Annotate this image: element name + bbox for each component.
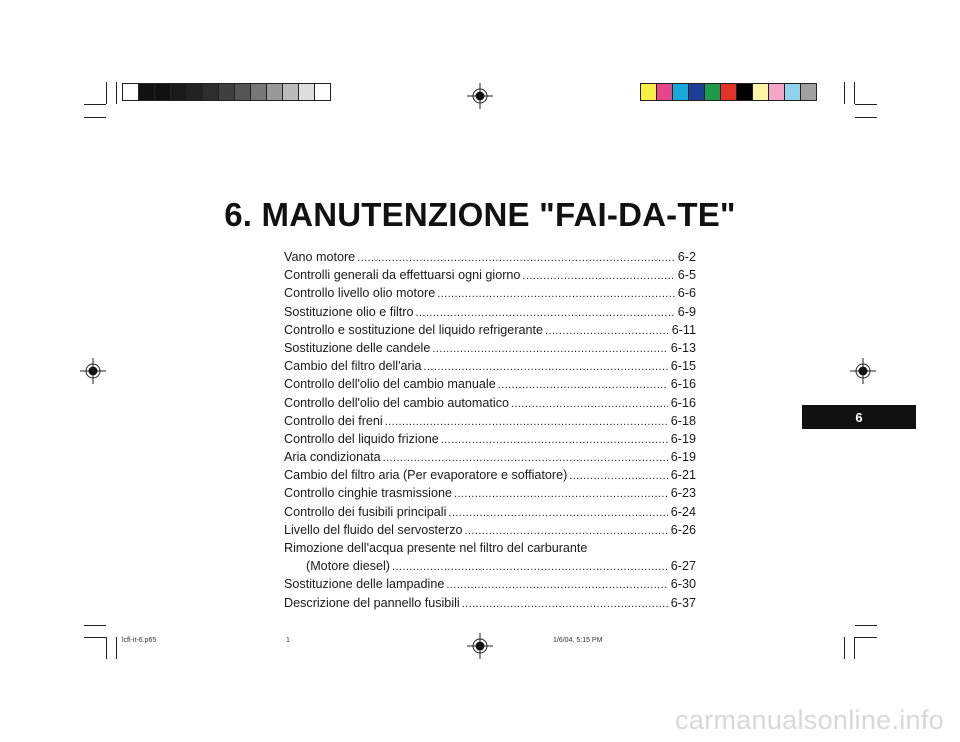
toc-entry-page: 6-2 <box>677 250 696 264</box>
watermark: carmanualsonline.info <box>675 705 944 735</box>
toc-leader-dots <box>441 434 668 446</box>
toc-entry <box>284 414 696 432</box>
toc-entry <box>284 523 696 541</box>
toc-entry <box>284 468 696 486</box>
toc-entry-label: Controlli generali da effettuarsi ogni giorno <box>284 268 521 283</box>
toc-leader-dots <box>569 470 668 482</box>
toc-entry-page: 6-9 <box>677 304 696 319</box>
toc-entry-page: 6-19 <box>670 450 696 465</box>
crop-mark <box>844 637 845 659</box>
toc-entry-label: Livello del fluido del servosterzo <box>284 522 463 537</box>
toc-entry <box>284 305 696 323</box>
toc-leader-dots <box>454 488 668 500</box>
registration-mark-icon <box>467 83 493 109</box>
toc-entry-label: Controllo e sostituzione del liquido refrigerante <box>284 322 544 337</box>
calibration-swatch <box>154 83 171 101</box>
toc-entry-page: 6-6 <box>677 286 696 301</box>
calibration-swatch <box>656 83 673 101</box>
toc-entry <box>284 577 696 595</box>
toc-entry-label: Sostituzione olio e filtro <box>284 304 414 319</box>
toc-leader-dots <box>432 343 667 355</box>
calibration-swatch <box>282 83 299 101</box>
toc-entry <box>284 377 696 395</box>
toc-entry-page: 6-23 <box>670 486 696 501</box>
crop-mark <box>106 82 107 104</box>
toc-entry <box>284 359 696 377</box>
toc-leader-dots <box>462 598 668 610</box>
calibration-swatch <box>266 83 283 101</box>
toc-entry <box>284 596 696 614</box>
chapter-tab-label: 6 <box>855 409 863 425</box>
toc-leader-dots <box>424 361 668 373</box>
toc-entry-label: Controllo dell'olio del cambio automatico <box>284 395 510 410</box>
calibration-swatch <box>250 83 267 101</box>
toc-entry-label: Controllo dei fusibili principali <box>284 504 447 519</box>
calibration-swatch <box>640 83 657 101</box>
toc-entry-page: 6-24 <box>670 504 696 519</box>
calibration-swatch <box>170 83 187 101</box>
toc-entry-page: 6-13 <box>670 340 696 355</box>
toc-entry-page: 6-16 <box>670 395 696 410</box>
calibration-swatch <box>138 83 155 101</box>
toc-entry <box>284 486 696 504</box>
crop-mark <box>84 625 106 626</box>
crop-mark <box>854 82 855 104</box>
crop-mark <box>116 82 117 104</box>
toc-entry-page: 6-30 <box>670 577 696 592</box>
crop-mark <box>84 117 106 118</box>
toc-entry-label: Controllo dei freni <box>284 413 383 428</box>
toc-entry <box>284 268 696 286</box>
toc-entry <box>284 250 696 268</box>
calibration-swatch <box>736 83 753 101</box>
toc-entry <box>284 559 696 577</box>
crop-mark <box>84 104 106 105</box>
grayscale-calibration-bar <box>122 83 330 101</box>
crop-mark <box>855 637 877 638</box>
registration-mark-icon <box>80 358 106 384</box>
toc-entry-page: 6-26 <box>670 522 696 537</box>
crop-mark <box>84 637 106 638</box>
toc-entry-page: 6-11 <box>671 322 696 337</box>
calibration-swatch <box>720 83 737 101</box>
toc-entry-label: Cambio del filtro aria (Per evaporatore e soffiatore) <box>284 468 568 483</box>
toc-entry <box>284 432 696 450</box>
toc-leader-dots <box>383 452 668 464</box>
crop-mark <box>855 625 877 626</box>
calibration-swatch <box>752 83 769 101</box>
toc-leader-dots <box>465 525 668 537</box>
calibration-swatch <box>234 83 251 101</box>
toc-entry-label: Controllo cinghie trasmissione <box>284 486 452 501</box>
crop-mark <box>855 104 877 105</box>
toc-entry <box>284 505 696 523</box>
toc-entry <box>284 341 696 359</box>
toc-leader-dots <box>522 270 674 282</box>
page-title: 6. MANUTENZIONE "FAI-DA-TE" <box>224 196 736 233</box>
toc-entry-label: Vano motore <box>284 250 356 264</box>
table-of-contents <box>284 250 696 614</box>
toc-entry-label: Controllo del liquido frizione <box>284 431 439 446</box>
calibration-swatch <box>122 83 139 101</box>
calibration-swatch <box>784 83 801 101</box>
toc-entry-label: Sostituzione delle lampadine <box>284 577 445 592</box>
calibration-swatch <box>218 83 235 101</box>
calibration-swatch <box>672 83 689 101</box>
toc-entry-label: Aria condizionata <box>284 450 381 465</box>
toc-entry <box>284 450 696 468</box>
crop-mark <box>116 637 117 659</box>
toc-entry-page: 6-37 <box>670 595 696 610</box>
toc-entry-label: Controllo livello olio motore <box>284 286 436 301</box>
calibration-swatch <box>314 83 331 101</box>
toc-entry <box>284 286 696 304</box>
toc-entry-page: 6-15 <box>670 359 696 374</box>
toc-leader-dots <box>511 398 668 410</box>
toc-leader-dots <box>498 379 668 391</box>
footer-page-number: 1 <box>286 637 290 644</box>
crop-mark <box>855 117 877 118</box>
footer-filename: lcfl-it-6.p65 <box>122 637 157 644</box>
calibration-swatch <box>186 83 203 101</box>
crop-mark <box>844 82 845 104</box>
registration-mark-icon <box>467 633 493 659</box>
toc-leader-dots <box>357 252 675 264</box>
color-calibration-bar <box>640 83 816 101</box>
toc-leader-dots <box>385 416 668 428</box>
toc-entry-page: 6-5 <box>677 268 696 283</box>
footer-timestamp: 1/6/04, 5:15 PM <box>553 637 603 644</box>
toc-entry-label: Sostituzione delle candele <box>284 340 431 355</box>
toc-entry-label: Cambio del filtro dell'aria <box>284 359 422 374</box>
toc-leader-dots <box>448 507 667 519</box>
toc-entry-page: 6-18 <box>670 413 696 428</box>
toc-leader-dots <box>437 288 675 300</box>
toc-entry-label: (Motore diesel) <box>306 559 390 574</box>
calibration-swatch <box>768 83 785 101</box>
toc-entry-page: 6-21 <box>670 468 696 483</box>
registration-mark-icon <box>850 358 876 384</box>
toc-entry-page: 6-16 <box>670 377 696 392</box>
toc-entry-page: 6-27 <box>670 559 696 574</box>
calibration-swatch <box>704 83 721 101</box>
toc-entry-label: Controllo dell'olio del cambio manuale <box>284 377 496 392</box>
toc-entry-label: Descrizione del pannello fusibili <box>284 595 460 610</box>
toc-entry <box>284 323 696 341</box>
crop-mark <box>854 637 855 659</box>
toc-entry-label: Rimozione dell'acqua presente nel filtro del carburante <box>284 541 588 555</box>
toc-entry <box>284 541 696 559</box>
toc-leader-dots <box>446 579 667 591</box>
toc-entry-page: 6-19 <box>670 431 696 446</box>
calibration-swatch <box>202 83 219 101</box>
calibration-swatch <box>688 83 705 101</box>
calibration-swatch <box>298 83 315 101</box>
toc-leader-dots <box>392 561 668 573</box>
calibration-swatch <box>800 83 817 101</box>
crop-mark <box>106 637 107 659</box>
toc-leader-dots <box>545 325 669 337</box>
toc-leader-dots <box>416 307 675 319</box>
chapter-tab <box>802 405 916 429</box>
toc-entry <box>284 396 696 414</box>
